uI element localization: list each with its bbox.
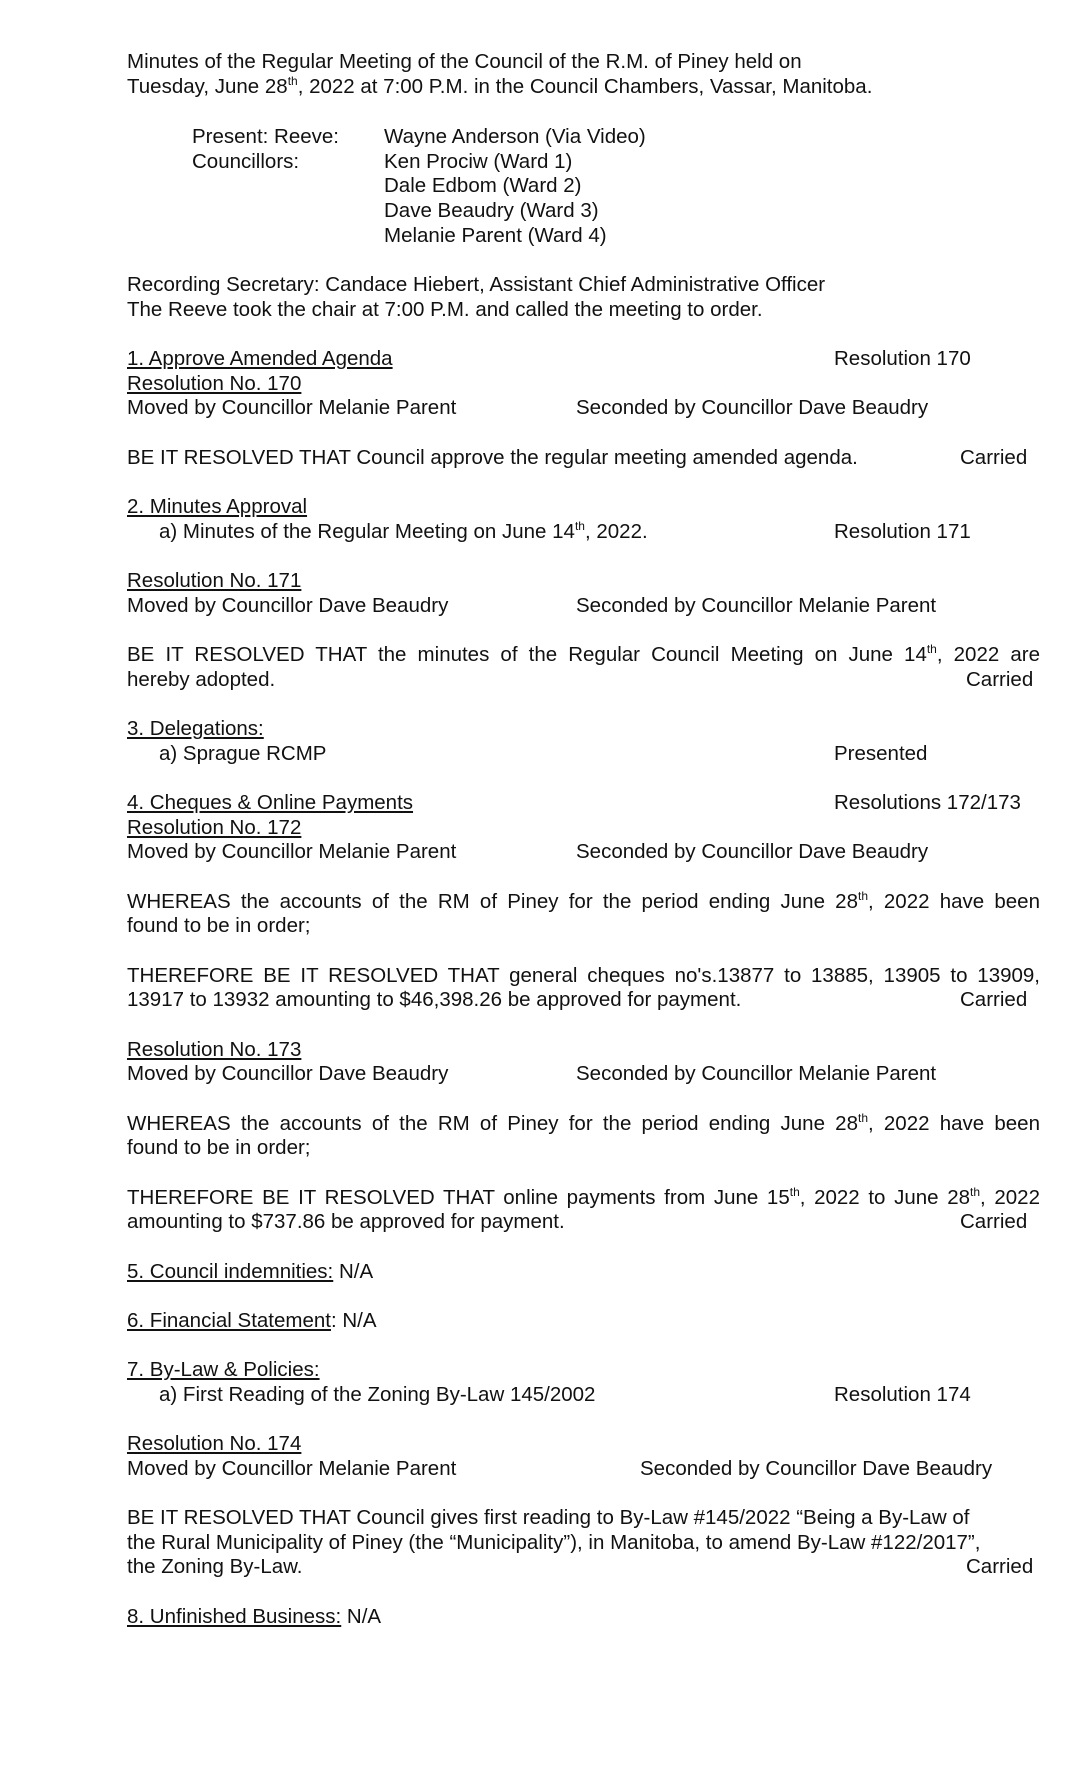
resolution-172-therefore-line2: 13917 to 13932 amounting to $46,398.26 be approved for payment. [127, 988, 742, 1011]
resolution-172-whereas-line1 [127, 890, 1040, 915]
section-1-heading: 1. Approve Amended Agenda [127, 347, 393, 370]
resolution-173-therefore-line1 [127, 1186, 1040, 1211]
section-2-item-a [159, 520, 648, 545]
resolution-173-therefore-line2: amounting to $737.86 be approved for payment. [127, 1210, 565, 1233]
councillor-ward-3: Dave Beaudry (Ward 3) [384, 199, 599, 222]
resolution-173-status: Carried [960, 1210, 1028, 1233]
resolution-173-therefore-end: , 2022 [980, 1186, 1040, 1209]
section-2-heading: 2. Minutes Approval [127, 495, 308, 518]
section-6-value: : N/A [330, 1309, 377, 1332]
resolution-170-number: Resolution No. 170 [127, 372, 302, 395]
section-2-item-year: , 2022. [584, 520, 648, 543]
resolution-174-moved: Moved by Councillor Melanie Parent [127, 1457, 457, 1480]
resolution-172-seconded: Seconded by Councillor Dave Beaudry [576, 840, 929, 863]
section-8-line [127, 1605, 381, 1630]
section-3-item-a: a) Sprague RCMP [159, 742, 327, 765]
resolution-173-whereas-end: , 2022 have been [868, 1112, 1040, 1135]
councillor-ward-4: Melanie Parent (Ward 4) [384, 224, 607, 247]
resolution-171-seconded: Seconded by Councillor Melanie Parent [576, 594, 937, 617]
title-date-part: Tuesday, June 28 [127, 75, 288, 98]
resolution-174-status: Carried [966, 1555, 1034, 1578]
resolution-174-body-line1: BE IT RESOLVED THAT Council gives first reading to By-Law #145/2022 “Being a By-Law of [127, 1506, 970, 1529]
resolution-173-whereas-text: WHEREAS the accounts of the RM of Piney for the period ending June 28 [127, 1112, 858, 1135]
resolution-171-body-end: , 2022 are [936, 643, 1040, 666]
resolution-173-number: Resolution No. 173 [127, 1038, 302, 1061]
resolution-173-therefore-text: THEREFORE BE IT RESOLVED THAT online payments from June 15 [127, 1186, 790, 1209]
resolution-172-whereas-text: WHEREAS the accounts of the RM of Piney for the period ending June 28 [127, 890, 858, 913]
resolution-172-status: Carried [960, 988, 1028, 1011]
resolution-171-body-text: BE IT RESOLVED THAT the minutes of the Regular Council Meeting on June 14 [127, 643, 927, 666]
resolution-171-moved: Moved by Councillor Dave Beaudry [127, 594, 449, 617]
title-date-sup: th [287, 74, 298, 88]
chair-statement: The Reeve took the chair at 7:00 P.M. and called the meeting to order. [127, 298, 763, 321]
present-reeve-label: Present: Reeve: [192, 125, 339, 148]
resolution-170-status: Carried [960, 446, 1028, 469]
resolution-173-whereas-line2: found to be in order; [127, 1136, 311, 1159]
section-4-heading: 4. Cheques & Online Payments [127, 791, 414, 814]
section-5-heading: 5. Council indemnities: [127, 1260, 334, 1283]
resolution-173-whereas-line1 [127, 1112, 1040, 1137]
resolution-172-whereas-end: , 2022 have been [868, 890, 1040, 913]
section-1-resolution-ref: Resolution 170 [834, 347, 971, 370]
resolution-173-whereas-sup: th [857, 1111, 868, 1125]
resolution-170-seconded: Seconded by Councillor Dave Beaudry [576, 396, 929, 419]
minutes-title-line2 [127, 75, 872, 100]
section-4-resolution-ref: Resolutions 172/173 [834, 791, 1021, 814]
minutes-title-line1: Minutes of the Regular Meeting of the Council of the R.M. of Piney held on [127, 50, 802, 73]
resolution-172-moved: Moved by Councillor Melanie Parent [127, 840, 457, 863]
resolution-171-body-line1 [127, 643, 1040, 668]
section-7-item-a: a) First Reading of the Zoning By-Law 145/2002 [159, 1383, 596, 1406]
section-8-heading: 8. Unfinished Business: [127, 1605, 342, 1628]
section-2-item-text: a) Minutes of the Regular Meeting on June 14 [159, 520, 575, 543]
councillors-label: Councillors: [192, 150, 300, 173]
resolution-172-whereas-sup: th [857, 889, 868, 903]
section-7-resolution-ref: Resolution 174 [834, 1383, 971, 1406]
resolution-171-number: Resolution No. 171 [127, 569, 302, 592]
reeve-name: Wayne Anderson (Via Video) [384, 125, 646, 148]
section-6-line [127, 1309, 377, 1334]
resolution-172-whereas-line2: found to be in order; [127, 914, 311, 937]
section-2-item-sup: th [574, 519, 585, 533]
resolution-171-status: Carried [966, 668, 1034, 691]
resolution-173-therefore-mid: , 2022 to June 28 [799, 1186, 971, 1209]
resolution-170-body: BE IT RESOLVED THAT Council approve the regular meeting amended agenda. [127, 446, 858, 469]
title-location-part: , 2022 at 7:00 P.M. in the Council Chambers, Vassar, Manitoba. [297, 75, 873, 98]
section-3-status: Presented [834, 742, 928, 765]
councillor-ward-2: Dale Edbom (Ward 2) [384, 174, 582, 197]
resolution-172-number: Resolution No. 172 [127, 816, 302, 839]
resolution-172-therefore-line1: THEREFORE BE IT RESOLVED THAT general cheques no's.13877 to 13885, 13905 to 13909, [127, 964, 1040, 987]
section-2-resolution-ref: Resolution 171 [834, 520, 971, 543]
resolution-173-moved: Moved by Councillor Dave Beaudry [127, 1062, 449, 1085]
resolution-171-body-sup: th [926, 642, 937, 656]
resolution-174-number: Resolution No. 174 [127, 1432, 302, 1455]
resolution-173-seconded: Seconded by Councillor Melanie Parent [576, 1062, 937, 1085]
resolution-173-therefore-sup2: th [970, 1185, 981, 1199]
section-8-value: N/A [341, 1605, 382, 1628]
section-5-line [127, 1260, 373, 1285]
section-3-heading: 3. Delegations: [127, 717, 264, 740]
recording-secretary: Recording Secretary: Candace Hiebert, Assistant Chief Administrative Officer [127, 273, 826, 296]
councillor-ward-1: Ken Prociw (Ward 1) [384, 150, 573, 173]
resolution-170-moved: Moved by Councillor Melanie Parent [127, 396, 457, 419]
section-5-value: N/A [333, 1260, 374, 1283]
resolution-173-therefore-sup1: th [789, 1185, 800, 1199]
resolution-174-body-line3: the Zoning By-Law. [127, 1555, 303, 1578]
section-6-heading: 6. Financial Statement [127, 1309, 331, 1332]
section-7-heading: 7. By-Law & Policies: [127, 1358, 320, 1381]
resolution-174-seconded: Seconded by Councillor Dave Beaudry [640, 1457, 993, 1480]
resolution-174-body-line2: the Rural Municipality of Piney (the “Municipality”), in Manitoba, to amend By-Law #122/2017”, [127, 1531, 981, 1554]
resolution-171-body-line2: hereby adopted. [127, 668, 276, 691]
